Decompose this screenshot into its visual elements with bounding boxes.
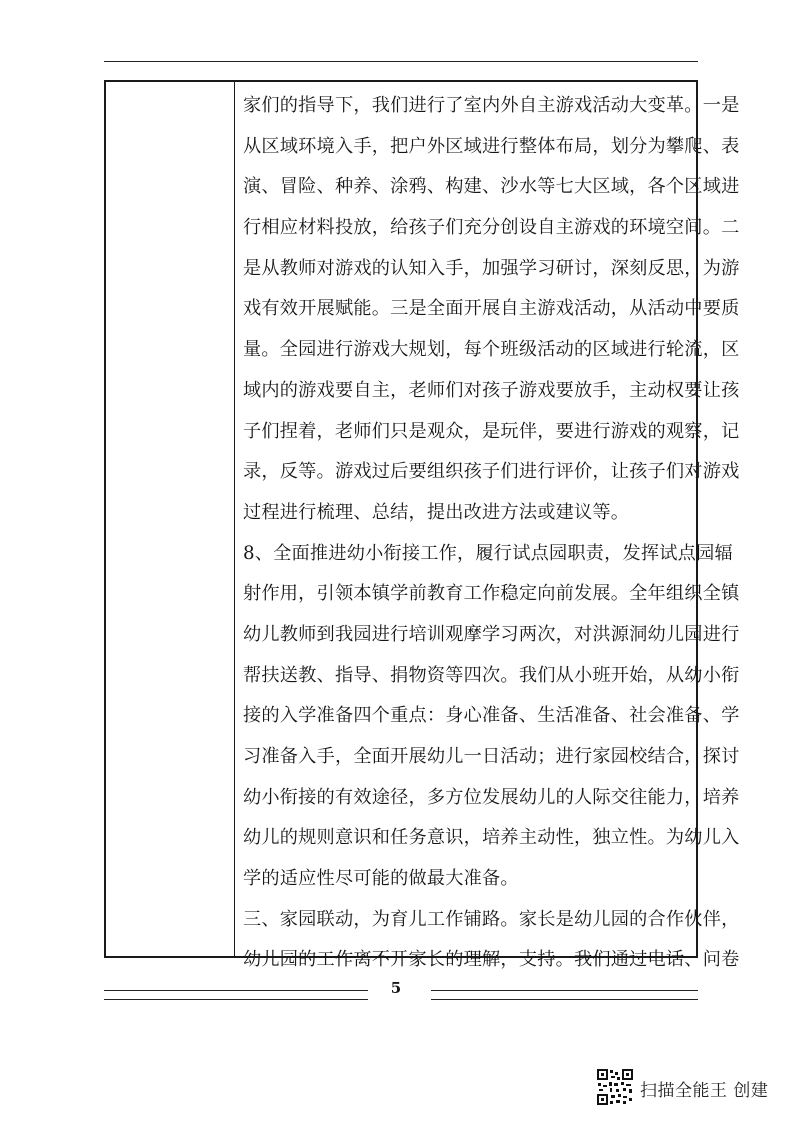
scanner-watermark-text: 扫描全能王 创建 [640, 1081, 769, 1101]
text-line: 幼小衔接的有效途径，多方位发展幼儿的人际交往能力，培养 [243, 786, 740, 808]
text-line: 帮扶送教、指导、捐物资等四次。我们从小班开始，从幼小衔 [243, 664, 740, 686]
footer-rule-right-bottom [431, 999, 698, 1000]
header-rule [104, 61, 698, 62]
text-line: 习准备入手，全面开展幼儿一日活动；进行家园校结合，探讨 [243, 746, 740, 767]
text-line: 8、全面推进幼小衔接工作，履行试点园职责，发挥试点园辐 [243, 542, 733, 564]
text-line: 幼儿园的工作离不开家长的理解，支持。我们通过电话、问卷 [243, 949, 740, 971]
text-line: 射作用，引领本镇学前教育工作稳定向前发展。全年组织全镇 [243, 583, 740, 605]
body-text [243, 86, 740, 981]
text-line: 从区域环境入手，把户外区域进行整体布局，划分为攀爬、表 [243, 135, 740, 157]
text-line: 家们的指导下，我们进行了室内外自主游戏活动大变革。一是 [243, 95, 740, 116]
text-line: 子们捏着，老师们只是观众，是玩伴，要进行游戏的观察，记 [243, 420, 740, 442]
footer-rule-left-top [104, 990, 368, 991]
text-line: 过程进行梳理、总结，提出改进方法或建议等。 [243, 501, 630, 523]
table-column-divider [234, 80, 235, 958]
text-line: 录，反等。游戏过后要组织孩子们进行评价，让孩子们对游戏 [243, 461, 740, 483]
text-line: 域内的游戏要自主，老师们对孩子游戏要放手，主动权要让孩 [243, 379, 740, 401]
text-line: 三、家园联动，为育儿工作铺路。家长是幼儿园的合作伙伴， [243, 908, 740, 930]
text-line: 戏有效开展赋能。三是全面开展自主游戏活动，从活动中要质 [243, 298, 740, 320]
text-line: 接的入学准备四个重点：身心准备、生活准备、社会准备、学 [243, 705, 740, 727]
footer-rule-left-bottom [104, 999, 368, 1000]
text-line: 幼儿教师到我园进行培训观摩学习两次，对洪源洞幼儿园进行 [243, 623, 740, 645]
text-line: 学的适应性尽可能的做最大准备。 [243, 868, 519, 890]
text-line: 行相应材料投放，给孩子们充分创设自主游戏的环境空间。二 [243, 217, 740, 239]
text-line: 幼儿的规则意识和任务意识，培养主动性，独立性。为幼儿入 [243, 827, 740, 849]
text-line: 演、冒险、种养、涂鸦、构建、沙水等七大区域，各个区域进 [243, 176, 740, 198]
text-line: 量。全园进行游戏大规划，每个班级活动的区域进行轮流，区 [243, 339, 740, 361]
qr-code-icon [596, 1068, 634, 1106]
page-number: 5 [390, 979, 402, 997]
footer-rule-right-top [431, 990, 698, 991]
text-line: 是从教师对游戏的认知入手，加强学习研讨，深刻反思，为游 [243, 257, 740, 279]
